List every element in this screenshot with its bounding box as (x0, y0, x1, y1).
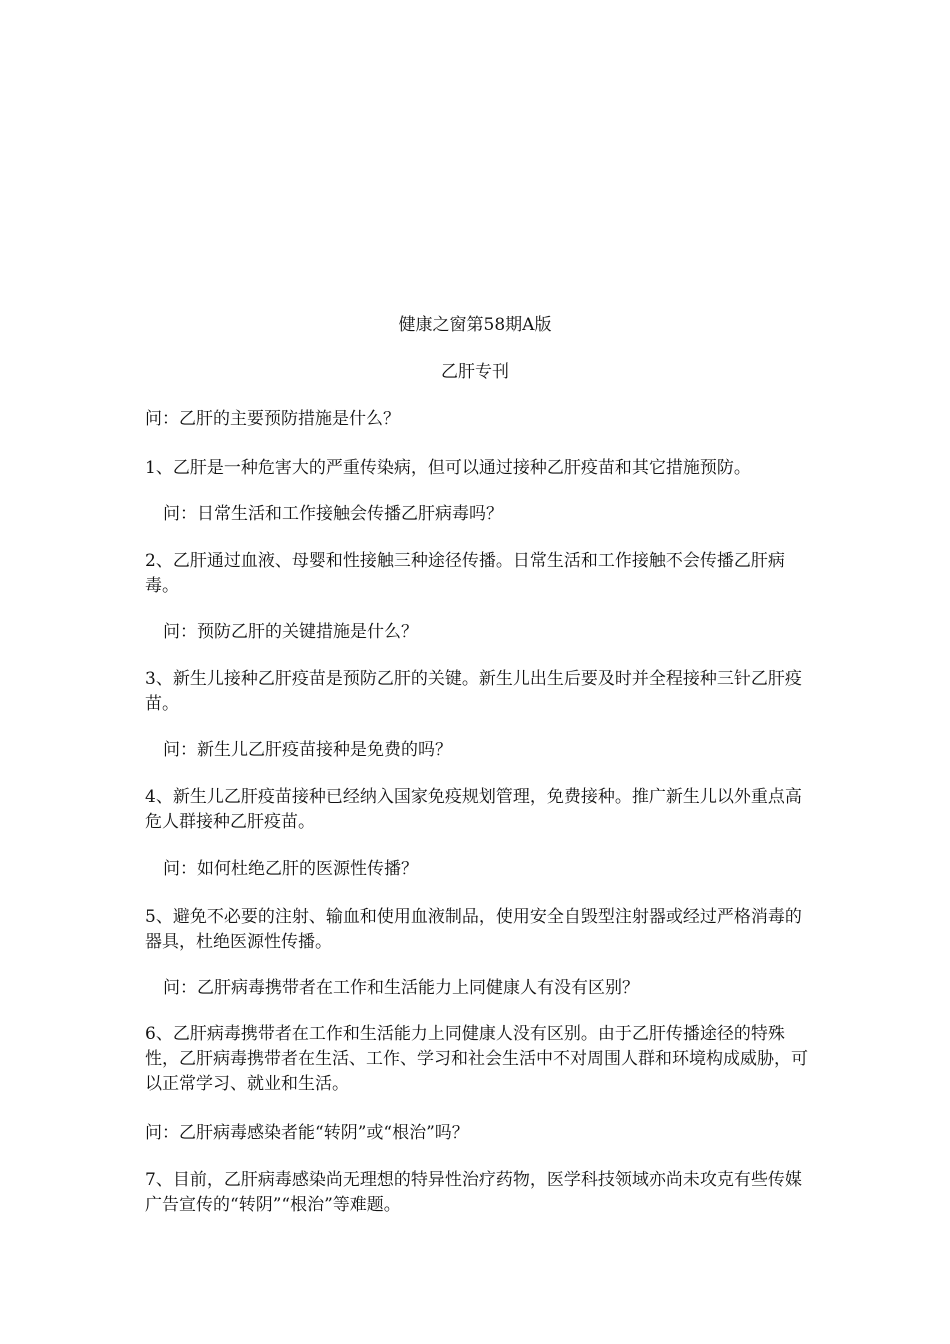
answer-6: 6、乙肝病毒携带者在工作和生活能力上同健康人没有区别。由于乙肝传播途径的特殊性，乙肝病毒携带者在生活、工作、学习和社会生活中不对周围人群和环境构成威胁，可以正常学习、就业和生活。 (145, 1024, 808, 1094)
question-7: 问：乙肝病毒感染者能“转阴”或“根治”吗？ (145, 1123, 469, 1143)
question-1: 问：乙肝的主要预防措施是什么？ (145, 409, 400, 429)
question-4: 问：新生儿乙肝疫苗接种是免费的吗？ (163, 740, 452, 760)
answer-7: 7、目前，乙肝病毒感染尚无理想的特异性治疗药物，医学科技领域亦尚未攻克有些传媒广告宣传的“转阴”“根治”等难题。 (145, 1170, 802, 1215)
answer-5: 5、避免不必要的注射、输血和使用血液制品，使用安全自毁型注射器或经过严格消毒的器具，杜绝医源性传播。 (145, 907, 802, 952)
issue-title: 健康之窗第58期A版 (398, 315, 552, 335)
answer-4: 4、新生儿乙肝疫苗接种已经纳入国家免疫规划管理，免费接种。推广新生儿以外重点高危人群接种乙肝疫苗。 (145, 787, 802, 832)
question-3: 问：预防乙肝的关键措施是什么？ (163, 622, 418, 642)
answer-3: 3、新生儿接种乙肝疫苗是预防乙肝的关键。新生儿出生后要及时并全程接种三针乙肝疫苗。 (145, 669, 802, 714)
question-6: 问：乙肝病毒携带者在工作和生活能力上同健康人有没有区别？ (163, 978, 639, 998)
answer-1: 1、乙肝是一种危害大的严重传染病，但可以通过接种乙肝疫苗和其它措施预防。 (145, 458, 751, 478)
subtitle: 乙肝专刊 (441, 362, 509, 382)
question-5: 问：如何杜绝乙肝的医源性传播？ (163, 859, 418, 879)
answer-2: 2、乙肝通过血液、母婴和性接触三种途径传播。日常生活和工作接触不会传播乙肝病毒。 (145, 551, 785, 596)
question-2: 问：日常生活和工作接触会传播乙肝病毒吗？ (163, 504, 503, 524)
